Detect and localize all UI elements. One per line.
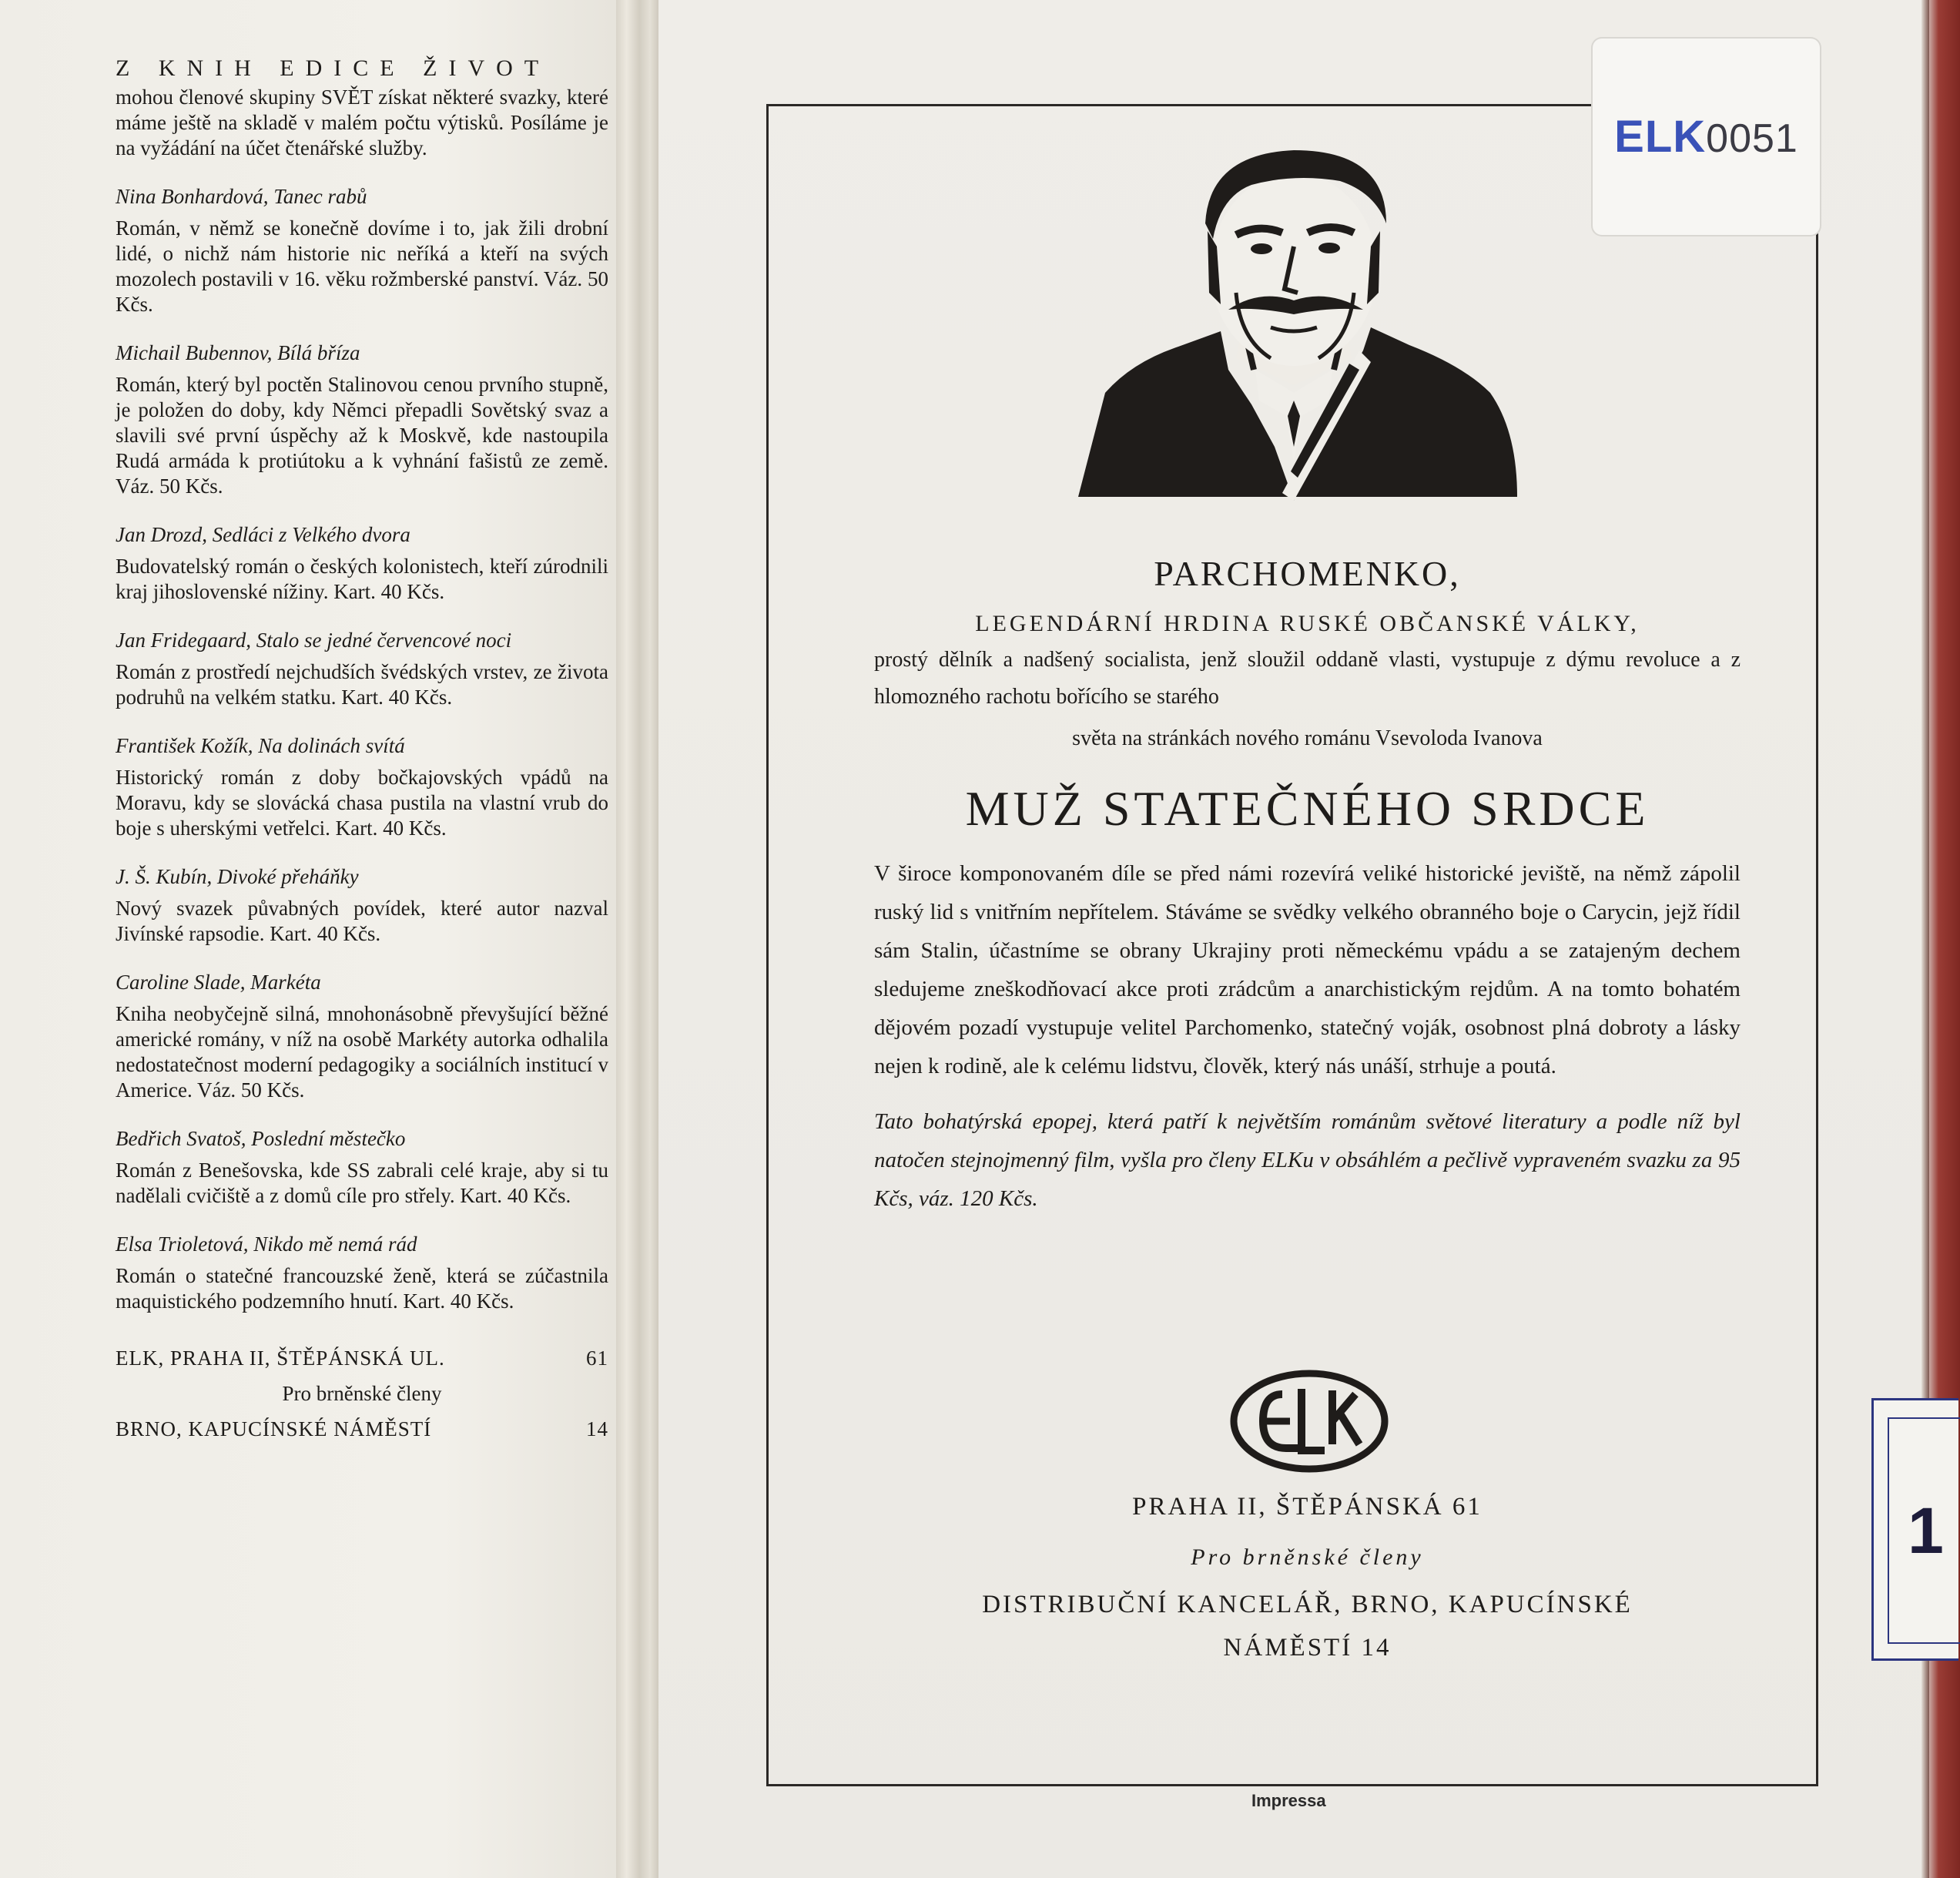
- book-entry: [116, 628, 608, 710]
- intro-text: prostý dělník a nadšený socialista, jenž sloužil oddaně vlasti, vystupuje z dýmu revoluce a z hlomozného rachotu bořícího se starého: [874, 648, 1741, 709]
- book-description: Román, v němž se konečně dovíme i to, jak žili drobní lidé, o nichž nám historie nic neříká a kteří na svých mozolech postavili v 16. věku rožmberské panství. Váz. 50 Kčs.: [116, 216, 608, 316]
- flap-address: ELK, PRAHA II, ŠTĚPÁNSKÁ UL.: [116, 1346, 445, 1370]
- book-entry: [116, 864, 608, 947]
- book-entry: [116, 184, 608, 317]
- offer-paragraph: Tato bohatýrská epopej, která patří k největším románům světové literatury a podle níž byl natočen stejnojmenný film, vyšla pro členy ELKu v obsáhlém a pečlivě vypraveném svazku za 95 Kčs, váz. 120 Kčs.: [874, 1109, 1741, 1211]
- book-description: Román z prostředí nejchudších švédských vrstev, ze života podruhů na velkém statku. Kart. 40 Kčs.: [116, 660, 608, 709]
- flap-intro: mohou členové skupiny SVĚT získat některé svazky, které máme ještě na skladě v malém počtu výtisků. Posíláme je na vyžádání na účet čtenářské služby.: [116, 86, 608, 159]
- book-title: Jan Fridegaard, Stalo se jedné červencové noci: [116, 629, 512, 652]
- flap-footer: [116, 1340, 608, 1447]
- distribution-office-line2: NÁMĚSTÍ 14: [1223, 1634, 1392, 1662]
- flap-heading: Z KNIH EDICE ŽIVOT: [116, 55, 551, 81]
- book-entry: [116, 340, 608, 499]
- distribution-office-line1: DISTRIBUČNÍ KANCELÁŘ, BRNO, KAPUCÍNSKÉ: [982, 1591, 1633, 1618]
- parchomenko-portrait-woodcut: [1063, 139, 1525, 524]
- shelf-number-box: [1888, 1417, 1960, 1644]
- library-label-prefix: ELK: [1614, 112, 1707, 162]
- book-description: Nový svazek půvabných povídek, které autor nazval Jivínské rapsodie. Kart. 40 Kčs.: [116, 897, 608, 945]
- flap-brno-row: [116, 1411, 608, 1447]
- library-label: [1593, 39, 1820, 235]
- brno-members-note: Pro brněnské členy: [1191, 1544, 1424, 1570]
- book-entry: [116, 733, 608, 841]
- book-description: Román z Benešovska, kde SS zabrali celé kraje, aby si tu nadělali cvičiště a z domů cíle pro střely. Kart. 40 Kčs.: [116, 1159, 608, 1207]
- printer-imprint: Impressa: [1251, 1791, 1326, 1810]
- book-entry: [116, 522, 608, 605]
- book-title: Bedřich Svatoš, Poslední městečko: [116, 1127, 406, 1150]
- book-description: Budovatelský román o českých kolonistech, kteří zúrodnili kraj jihoslovenské nížiny. Kart. 40 Kčs.: [116, 555, 608, 603]
- book-title: Jan Drozd, Sedláci z Velkého dvora: [116, 523, 410, 546]
- book-title: Nina Bonhardová, Tanec rabů: [116, 185, 367, 208]
- hero-subtitle: LEGENDÁRNÍ HRDINA RUSKÉ OBČANSKÉ VÁLKY,: [975, 611, 1640, 636]
- book-title: J. Š. Kubín, Divoké přeháňky: [116, 865, 359, 888]
- shelf-number: 1: [1908, 1494, 1944, 1567]
- book-description: Román o statečné francouzské ženě, která se zúčastnila maquistického podzemního hnutí. Kart. 40 Kčs.: [116, 1264, 608, 1313]
- book-description: Kniha neobyčejně silná, mnohonásobně převyšující běžné americké romány, v níž na osobě Markéty autorka odhalila nedostatečnost moderní pedagogiky a sociálních institucí v Americe. Váz. 50 Kčs.: [116, 1002, 608, 1102]
- book-entry: [116, 970, 608, 1103]
- hero-name: PARCHOMENKO,: [1154, 554, 1461, 593]
- flap-brno-number: 14: [586, 1417, 608, 1440]
- flap-brno-note: Pro brněnské členy: [282, 1382, 442, 1405]
- book-main-title: MUŽ STATEČNÉHO SRDCE: [965, 781, 1650, 836]
- shelf-number-sticker: [1871, 1398, 1958, 1661]
- book-description: Historický román z doby bočkajovských vpádů na Moravu, kdy se slovácká chasa pustila na vlastní vrub do boje s uherskými vetřelci. Kart. 40 Kčs.: [116, 766, 608, 840]
- book-title: Elsa Trioletová, Nikdo mě nemá rád: [116, 1232, 417, 1256]
- flap-text-column: [116, 55, 608, 1447]
- book-entry: [116, 1232, 608, 1314]
- library-label-number: 0051: [1706, 116, 1798, 161]
- flap-brno-address: BRNO, KAPUCÍNSKÉ NÁMĚSTÍ: [116, 1417, 432, 1440]
- distribution-office: [874, 1583, 1741, 1669]
- intro-text-last: světa na stránkách nového románu Vsevoloda Ivanova: [1072, 726, 1543, 750]
- library-label-text: [1614, 111, 1798, 163]
- publisher-address: PRAHA II, ŠTĚPÁNSKÁ 61: [1132, 1493, 1483, 1521]
- book-title: Caroline Slade, Markéta: [116, 971, 321, 994]
- flap-address-row: [116, 1340, 608, 1376]
- book-entry: [116, 1126, 608, 1209]
- description-paragraph: V široce komponovaném díle se před námi rozevírá veliké historické jeviště, na němž zápolil ruský lid s vnitřním nepřítelem. Stáváme se svědky velkého obranného boje o Carycin, jejž řídil sám Stalin, účastníme se obrany Ukrajiny proti německému vpádu a se zatajeným dechem sledujeme zneškodňovací akce proti zrádcům a anarchistickým rejdům. A na tomto bohatém dějovém pozadí vystupuje velitel Parchomenko, statečný voják, osobnost plná dobroty a lásky nejen k rodině, ale k celému lidstvu, člověk, který nás unáší, strhuje a poutá.: [874, 861, 1741, 1078]
- advert-content: [874, 539, 1741, 1218]
- book-spine: [616, 0, 658, 1878]
- book-description: Román, který byl poctěn Stalinovou cenou prvního stupně, je položen do doby, kdy Němci přepadli Sovětský svaz a slavili své první úspěchy až k Moskvě, kde nastoupila Rudá armáda k protiútoku a k vyhnání fašistů ze země. Váz. 50 Kčs.: [116, 373, 608, 498]
- flap-address-number: 61: [586, 1346, 608, 1370]
- book-title: František Kožík, Na dolinách svítá: [116, 734, 405, 757]
- elk-logo-icon: [1228, 1367, 1390, 1475]
- book-title: Michail Bubennov, Bílá bříza: [116, 341, 360, 364]
